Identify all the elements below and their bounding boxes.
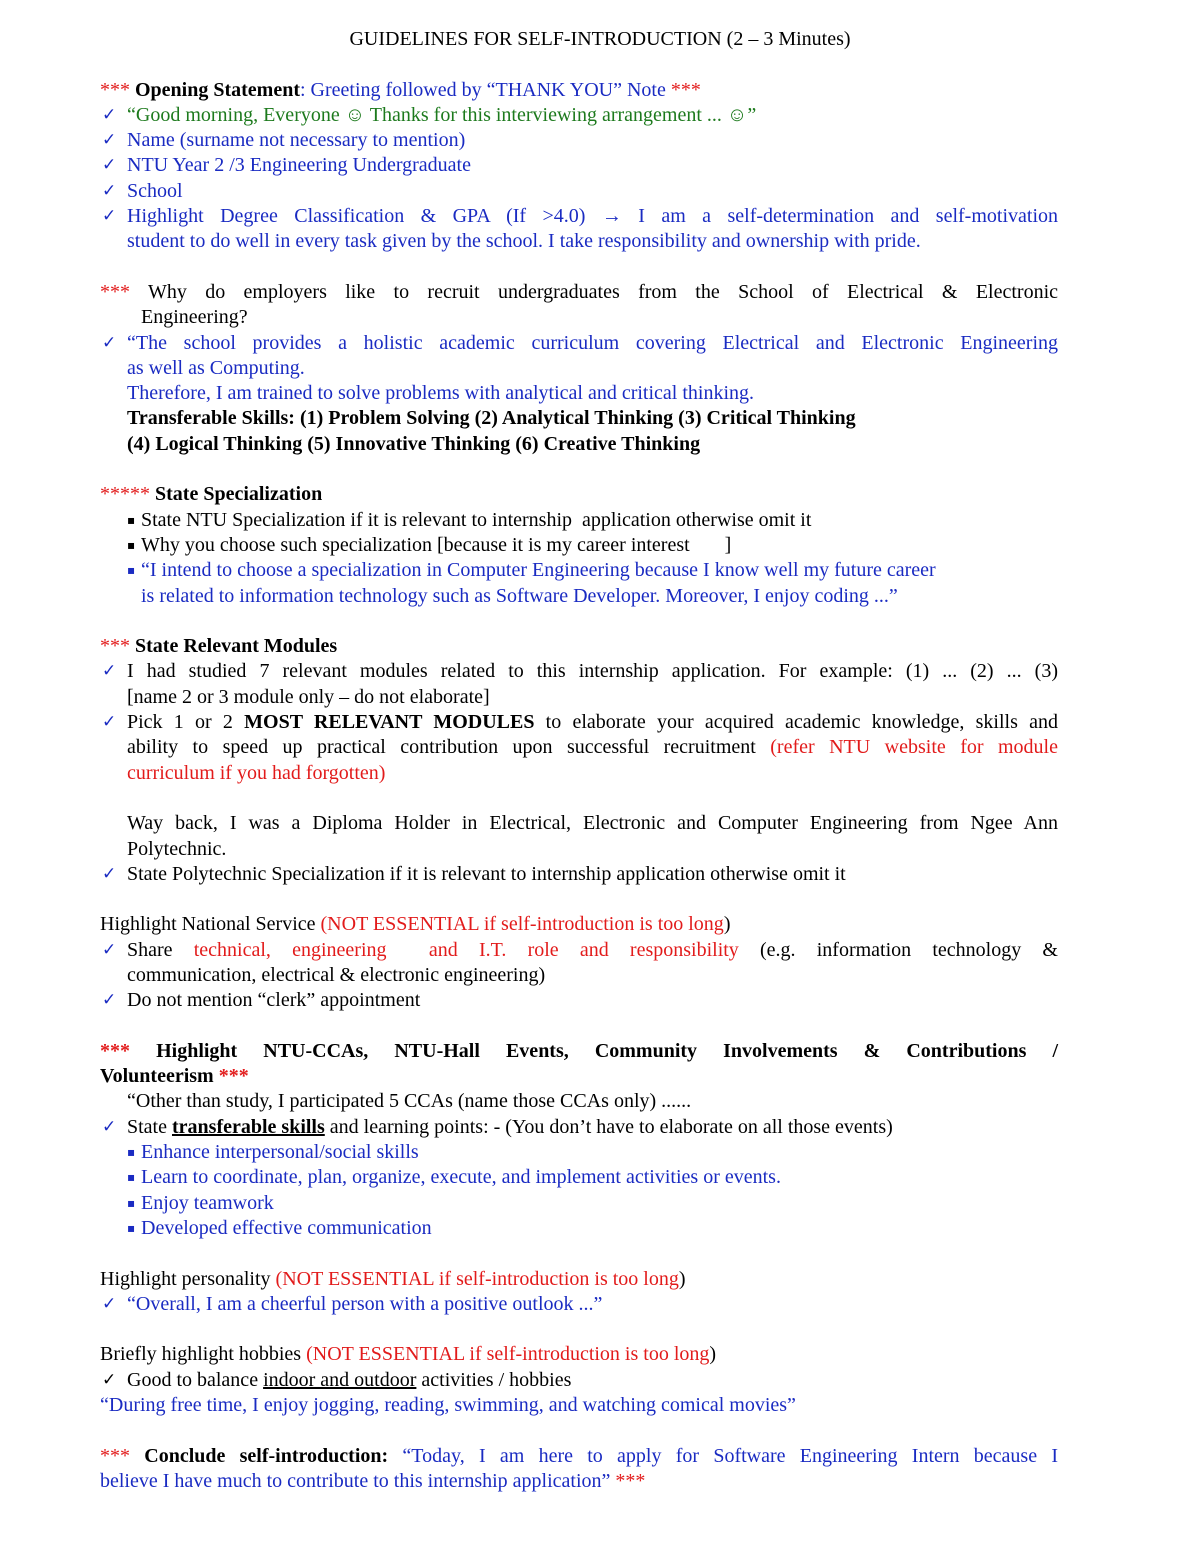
list-item: ✓ School [100, 179, 1058, 204]
list-item: ✓ NTU Year 2 /3 Engineering Undergraduate [100, 153, 1058, 178]
list-item: ✓ Highlight Degree Classification & GPA (If >4.0) → I am a self-determination and self-motivation [100, 204, 1058, 229]
diploma-note-continuation: Polytechnic. [127, 837, 227, 860]
bullet-item: ▪ State NTU Specialization if it is relevant to internship application otherwise omit it [100, 508, 1058, 533]
cca-heading: *** Highlight NTU-CCAs, NTU-Hall Events, Community Involvements & Contributions / [100, 1039, 1059, 1062]
national-service-heading: Highlight National Service (NOT ESSENTIAL if self-introduction is too long) [100, 913, 731, 936]
check-icon: ✓ [102, 1293, 117, 1314]
list-item: ✓ Pick 1 or 2 MOST RELEVANT MODULES to elaborate your acquired academic knowledge, skills and [100, 710, 1058, 735]
cca-statement: “Other than study, I participated 5 CCAs (name those CCAs only) ...... [127, 1090, 692, 1113]
square-bullet-icon: ▪ [127, 1220, 136, 1235]
bullet-item: ▪ Enhance interpersonal/social skills [100, 1140, 1058, 1165]
square-bullet-icon: ▪ [127, 537, 136, 552]
personality-heading: Highlight personality (NOT ESSENTIAL if self-introduction is too long) [100, 1267, 686, 1290]
specialization-heading: ***** State Specialization [100, 483, 323, 506]
check-icon: ✓ [102, 863, 117, 884]
conclusion-continuation: believe I have much to contribute to this internship application” *** [100, 1469, 646, 1492]
square-bullet-icon: ▪ [127, 563, 136, 578]
square-bullet-icon: ▪ [127, 1195, 136, 1210]
check-icon: ✓ [102, 661, 117, 682]
list-item-continuation: ability to speed up practical contribution upon successful recruitment (refer NTU website for module [127, 736, 1058, 759]
transferable-skills: Transferable Skills: (1) Problem Solving (2) Analytical Thinking (3) Critical Thinking [127, 407, 856, 430]
employers-heading-continuation: Engineering? [141, 306, 248, 329]
transferable-skills-continuation: (4) Logical Thinking (5) Innovative Thinking (6) Creative Thinking [127, 432, 701, 455]
list-item-continuation: student to do well in every task given by the school. I take responsibility and ownership with pride. [127, 230, 921, 253]
list-item: ✓ I had studied 7 relevant modules related to this internship application. For example: (1) ... (2) ... (3) [100, 659, 1058, 684]
bullet-item: ▪ Enjoy teamwork [100, 1191, 1058, 1216]
list-item: ✓ “The school provides a holistic academic curriculum covering Electrical and Electronic Engineering [100, 331, 1058, 356]
bullet-item: ▪ Why you choose such specialization [because it is my career interest ] [100, 533, 1058, 558]
check-icon: ✓ [102, 332, 117, 353]
list-item: ✓ Good to balance indoor and outdoor activities / hobbies [100, 1368, 1058, 1393]
conclusion-heading: *** Conclude self-introduction: “Today, I am here to apply for Software Engineering Intern because I [100, 1444, 1059, 1467]
list-item: ✓ Do not mention “clerk” appointment [100, 988, 1058, 1013]
list-item: ✓ State transferable skills and learning points: - (You don’t have to elaborate on all those events) [100, 1115, 1058, 1140]
employers-heading: *** Why do employers like to recruit undergraduates from the School of Electrical & Electronic [100, 280, 1058, 303]
list-item-continuation: [name 2 or 3 module only – do not elaborate] [127, 685, 490, 708]
check-icon: ✓ [102, 180, 117, 201]
check-icon: ✓ [102, 206, 117, 227]
check-icon: ✓ [102, 104, 117, 125]
list-item-continuation: as well as Computing. [127, 356, 305, 379]
document-title: GUIDELINES FOR SELF-INTRODUCTION (2 – 3 Minutes) [349, 28, 851, 50]
list-item-continuation: curriculum if you had forgotten) [127, 761, 386, 784]
square-bullet-icon: ▪ [127, 512, 136, 527]
bullet-item: ▪ Developed effective communication [100, 1216, 1058, 1241]
modules-heading: *** State Relevant Modules [100, 635, 338, 658]
check-icon: ✓ [102, 130, 117, 151]
list-item: ✓ Share technical, engineering and I.T. role and responsibility (e.g. information technology & [100, 938, 1058, 963]
list-item: ✓ State Polytechnic Specialization if it is relevant to internship application otherwise omit it [100, 862, 1058, 887]
cca-heading-continuation: Volunteerism *** [100, 1065, 249, 1088]
hobbies-quote: “During free time, I enjoy jogging, reading, swimming, and watching comical movies” [100, 1394, 796, 1417]
list-item: ✓ Name (surname not necessary to mention) [100, 128, 1058, 153]
bullet-item: ▪ “I intend to choose a specialization in Computer Engineering because I know well my future career [100, 558, 1058, 583]
list-item: ✓ “Overall, I am a cheerful person with a positive outlook ...” [100, 1292, 1058, 1317]
opening-statement-heading: *** Opening Statement: Greeting followed by “THANK YOU” Note *** [100, 78, 701, 101]
check-icon: ✓ [102, 155, 117, 176]
check-icon: ✓ [102, 990, 117, 1011]
check-icon: ✓ [102, 939, 117, 960]
bullet-item: ▪ Learn to coordinate, plan, organize, execute, and implement activities or events. [100, 1165, 1058, 1190]
list-item-continuation: communication, electrical & electronic engineering) [127, 963, 546, 986]
check-icon: ✓ [102, 712, 117, 733]
check-icon: ✓ [102, 1369, 117, 1390]
hobbies-heading: Briefly highlight hobbies (NOT ESSENTIAL if self-introduction is too long) [100, 1343, 717, 1366]
list-item: ✓ “Good morning, Everyone ☺ Thanks for this interviewing arrangement ... ☺” [100, 103, 1058, 128]
bullet-item-continuation: is related to information technology such as Software Developer. Moreover, I enjoy coding ...” [141, 584, 898, 607]
square-bullet-icon: ▪ [127, 1170, 136, 1185]
check-icon: ✓ [102, 1116, 117, 1137]
square-bullet-icon: ▪ [127, 1145, 136, 1160]
diploma-note: Way back, I was a Diploma Holder in Electrical, Electronic and Computer Engineering from Ngee Ann [127, 812, 1058, 835]
list-item-continuation: Therefore, I am trained to solve problems with analytical and critical thinking. [127, 382, 755, 405]
